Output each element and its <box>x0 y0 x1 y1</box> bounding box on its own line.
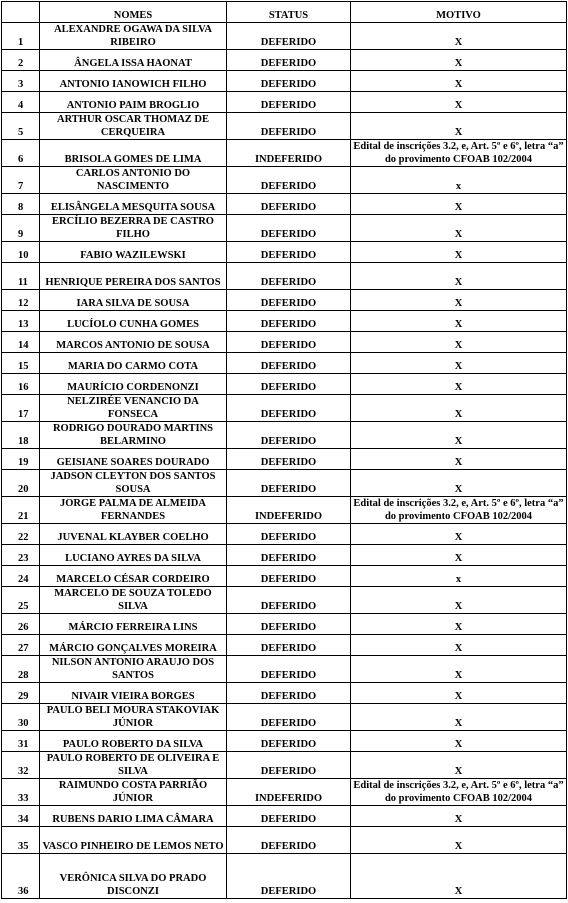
row-number: 33 <box>2 779 40 806</box>
applicant-name: ANTONIO IANOWICH FILHO <box>40 71 227 92</box>
motivo-cell: X <box>351 23 567 50</box>
applicant-name: RUBENS DARIO LIMA CÂMARA <box>40 806 227 827</box>
applicant-name: MÁRCIO GONÇALVES MOREIRA <box>40 635 227 656</box>
status-cell: DEFERIDO <box>227 806 351 827</box>
applicant-name: JORGE PALMA DE ALMEIDA FERNANDES <box>40 497 227 524</box>
status-cell: DEFERIDO <box>227 854 351 899</box>
table-row <box>2 449 567 470</box>
motivo-cell: X <box>351 614 567 635</box>
table-row <box>2 779 567 806</box>
applicant-name: ANTONIO PAIM BROGLIO <box>40 92 227 113</box>
row-number: 14 <box>2 332 40 353</box>
row-number: 35 <box>2 827 40 854</box>
row-number: 18 <box>2 422 40 449</box>
table-row <box>2 50 567 71</box>
row-number: 13 <box>2 311 40 332</box>
row-number: 25 <box>2 587 40 614</box>
status-cell: DEFERIDO <box>227 194 351 215</box>
motivo-cell: X <box>351 827 567 854</box>
motivo-cell: X <box>351 374 567 395</box>
status-cell: DEFERIDO <box>227 50 351 71</box>
motivo-cell: X <box>351 752 567 779</box>
applicant-name: PAULO BELI MOURA STAKOVIAK JÚNIOR <box>40 704 227 731</box>
applicant-name: PAULO ROBERTO DE OLIVEIRA E SILVA <box>40 752 227 779</box>
row-number: 22 <box>2 524 40 545</box>
status-cell: DEFERIDO <box>227 290 351 311</box>
status-cell: DEFERIDO <box>227 263 351 290</box>
table-row <box>2 656 567 683</box>
applicant-name: RODRIGO DOURADO MARTINS BELARMINO <box>40 422 227 449</box>
status-cell: DEFERIDO <box>227 449 351 470</box>
status-cell: DEFERIDO <box>227 422 351 449</box>
row-number: 7 <box>2 167 40 194</box>
status-cell: DEFERIDO <box>227 683 351 704</box>
table-row <box>2 422 567 449</box>
table-row <box>2 242 567 263</box>
motivo-cell: Edital de inscrições 3.2, e, Art. 5º e 6º, letra “a” do provimento CFOAB 102/2004 <box>351 497 567 524</box>
row-number: 31 <box>2 731 40 752</box>
applicant-name: RAIMUNDO COSTA PARRIÃO JÚNIOR <box>40 779 227 806</box>
applicant-name: CARLOS ANTONIO DO NASCIMENTO <box>40 167 227 194</box>
row-number: 11 <box>2 263 40 290</box>
table-row <box>2 566 567 587</box>
row-number: 4 <box>2 92 40 113</box>
row-number: 29 <box>2 683 40 704</box>
row-number: 34 <box>2 806 40 827</box>
row-number: 3 <box>2 71 40 92</box>
row-number: 12 <box>2 290 40 311</box>
table-row <box>2 587 567 614</box>
row-number: 30 <box>2 704 40 731</box>
table-row <box>2 332 567 353</box>
row-number: 23 <box>2 545 40 566</box>
table-row <box>2 395 567 422</box>
status-cell: DEFERIDO <box>227 470 351 497</box>
status-cell: INDEFERIDO <box>227 140 351 167</box>
status-cell: DEFERIDO <box>227 311 351 332</box>
motivo-cell: X <box>351 353 567 374</box>
applicant-name: MÁRCIO FERREIRA LINS <box>40 614 227 635</box>
motivo-cell: X <box>351 704 567 731</box>
row-number: 17 <box>2 395 40 422</box>
motivo-cell: X <box>351 449 567 470</box>
status-cell: DEFERIDO <box>227 704 351 731</box>
motivo-cell: X <box>351 422 567 449</box>
status-cell: DEFERIDO <box>227 167 351 194</box>
table-row <box>2 140 567 167</box>
status-cell: DEFERIDO <box>227 353 351 374</box>
applicant-name: PAULO ROBERTO DA SILVA <box>40 731 227 752</box>
header-motivo: MOTIVO <box>351 2 567 23</box>
table-row <box>2 683 567 704</box>
motivo-cell: X <box>351 470 567 497</box>
status-cell: DEFERIDO <box>227 635 351 656</box>
row-number: 9 <box>2 215 40 242</box>
status-cell: DEFERIDO <box>227 614 351 635</box>
document-page <box>1 1 567 899</box>
row-number: 32 <box>2 752 40 779</box>
motivo-cell: X <box>351 656 567 683</box>
applicants-table <box>1 1 567 899</box>
table-row <box>2 92 567 113</box>
row-number: 26 <box>2 614 40 635</box>
row-number: 24 <box>2 566 40 587</box>
applicant-name: MAURÍCIO CORDENONZI <box>40 374 227 395</box>
status-cell: DEFERIDO <box>227 113 351 140</box>
motivo-cell: x <box>351 167 567 194</box>
motivo-cell: X <box>351 731 567 752</box>
table-row <box>2 470 567 497</box>
table-row <box>2 752 567 779</box>
motivo-cell: X <box>351 71 567 92</box>
applicant-name: ARTHUR OSCAR THOMAZ DE CERQUEIRA <box>40 113 227 140</box>
row-number: 6 <box>2 140 40 167</box>
header-number <box>2 2 40 23</box>
status-cell: DEFERIDO <box>227 395 351 422</box>
header-names: NOMES <box>40 2 227 23</box>
motivo-cell: X <box>351 215 567 242</box>
motivo-cell: x <box>351 566 567 587</box>
status-cell: DEFERIDO <box>227 92 351 113</box>
applicant-name: JADSON CLEYTON DOS SANTOS SOUSA <box>40 470 227 497</box>
table-row <box>2 23 567 50</box>
status-cell: DEFERIDO <box>227 827 351 854</box>
applicant-name: FABIO WAZILEWSKI <box>40 242 227 263</box>
row-number: 10 <box>2 242 40 263</box>
applicant-name: MARCELO DE SOUZA TOLEDO SILVA <box>40 587 227 614</box>
motivo-cell: X <box>351 854 567 899</box>
table-row <box>2 71 567 92</box>
motivo-cell: Edital de inscrições 3.2, e, Art. 5º e 6º, letra “a” do provimento CFOAB 102/2004 <box>351 140 567 167</box>
motivo-cell: X <box>351 194 567 215</box>
motivo-cell: X <box>351 587 567 614</box>
status-cell: DEFERIDO <box>227 374 351 395</box>
motivo-cell: X <box>351 263 567 290</box>
applicant-name: ERCÍLIO BEZERRA DE CASTRO FILHO <box>40 215 227 242</box>
table-row <box>2 263 567 290</box>
applicant-name: JUVENAL KLAYBER COELHO <box>40 524 227 545</box>
applicant-name: IARA SILVA DE SOUSA <box>40 290 227 311</box>
table-row <box>2 311 567 332</box>
motivo-cell: X <box>351 545 567 566</box>
status-cell: INDEFERIDO <box>227 497 351 524</box>
status-cell: DEFERIDO <box>227 566 351 587</box>
motivo-cell: X <box>351 395 567 422</box>
status-cell: DEFERIDO <box>227 524 351 545</box>
motivo-cell: X <box>351 92 567 113</box>
row-number: 28 <box>2 656 40 683</box>
table-row <box>2 353 567 374</box>
status-cell: DEFERIDO <box>227 23 351 50</box>
status-cell: DEFERIDO <box>227 587 351 614</box>
row-number: 5 <box>2 113 40 140</box>
applicant-name: ÂNGELA ISSA HAONAT <box>40 50 227 71</box>
table-row <box>2 704 567 731</box>
table-body <box>2 23 567 899</box>
row-number: 19 <box>2 449 40 470</box>
applicant-name: LUCIANO AYRES DA SILVA <box>40 545 227 566</box>
row-number: 27 <box>2 635 40 656</box>
row-number: 15 <box>2 353 40 374</box>
header-status: STATUS <box>227 2 351 23</box>
table-row <box>2 374 567 395</box>
table-row <box>2 827 567 854</box>
row-number: 36 <box>2 854 40 899</box>
status-cell: DEFERIDO <box>227 242 351 263</box>
status-cell: DEFERIDO <box>227 215 351 242</box>
applicant-name: LUCÍOLO CUNHA GOMES <box>40 311 227 332</box>
applicant-name: ALEXANDRE OGAWA DA SILVA RIBEIRO <box>40 23 227 50</box>
table-row <box>2 497 567 524</box>
status-cell: DEFERIDO <box>227 71 351 92</box>
motivo-cell: X <box>351 50 567 71</box>
applicant-name: ELISÂNGELA MESQUITA SOUSA <box>40 194 227 215</box>
motivo-cell: X <box>351 332 567 353</box>
status-cell: DEFERIDO <box>227 656 351 683</box>
row-number: 21 <box>2 497 40 524</box>
applicant-name: GEISIANE SOARES DOURADO <box>40 449 227 470</box>
table-row <box>2 806 567 827</box>
motivo-cell: X <box>351 635 567 656</box>
applicant-name: VASCO PINHEIRO DE LEMOS NETO <box>40 827 227 854</box>
motivo-cell: X <box>351 524 567 545</box>
status-cell: DEFERIDO <box>227 752 351 779</box>
applicant-name: NILSON ANTONIO ARAUJO DOS SANTOS <box>40 656 227 683</box>
motivo-cell: X <box>351 311 567 332</box>
row-number: 2 <box>2 50 40 71</box>
status-cell: DEFERIDO <box>227 731 351 752</box>
applicant-name: NELZIRÉE VENANCIO DA FONSECA <box>40 395 227 422</box>
table-row <box>2 113 567 140</box>
table-row <box>2 854 567 899</box>
table-row <box>2 524 567 545</box>
applicant-name: HENRIQUE PEREIRA DOS SANTOS <box>40 263 227 290</box>
motivo-cell: X <box>351 113 567 140</box>
table-row <box>2 194 567 215</box>
row-number: 8 <box>2 194 40 215</box>
motivo-cell: X <box>351 242 567 263</box>
table-row <box>2 290 567 311</box>
applicant-name: MARCELO CÉSAR CORDEIRO <box>40 566 227 587</box>
row-number: 1 <box>2 23 40 50</box>
row-number: 20 <box>2 470 40 497</box>
motivo-cell: X <box>351 290 567 311</box>
applicant-name: BRISOLA GOMES DE LIMA <box>40 140 227 167</box>
table-row <box>2 614 567 635</box>
table-header-row <box>2 2 567 23</box>
applicant-name: MARCOS ANTONIO DE SOUSA <box>40 332 227 353</box>
status-cell: DEFERIDO <box>227 545 351 566</box>
applicant-name: VERÔNICA SILVA DO PRADO DISCONZI <box>40 854 227 899</box>
status-cell: INDEFERIDO <box>227 779 351 806</box>
table-row <box>2 635 567 656</box>
applicant-name: NIVAIR VIEIRA BORGES <box>40 683 227 704</box>
motivo-cell: Edital de inscrições 3.2, e, Art. 5º e 6º, letra “a” do provimento CFOAB 102/2004 <box>351 779 567 806</box>
motivo-cell: X <box>351 683 567 704</box>
table-row <box>2 167 567 194</box>
motivo-cell: X <box>351 806 567 827</box>
applicant-name: MARIA DO CARMO COTA <box>40 353 227 374</box>
row-number: 16 <box>2 374 40 395</box>
table-row <box>2 731 567 752</box>
table-row <box>2 215 567 242</box>
table-row <box>2 545 567 566</box>
status-cell: DEFERIDO <box>227 332 351 353</box>
